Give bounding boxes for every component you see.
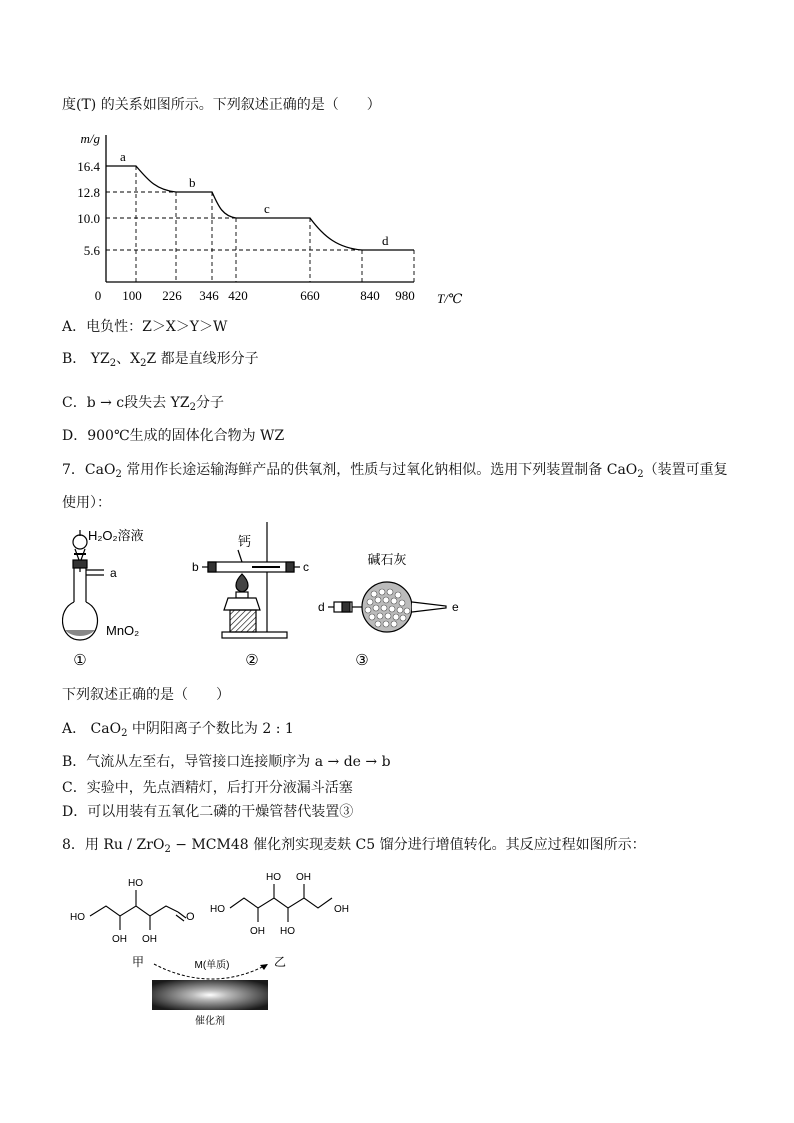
q7-question: 下列叙述正确的是（ ） (62, 687, 230, 703)
x-tick-label: 420 (228, 288, 248, 303)
q8-reaction-scheme (62, 868, 362, 1028)
oh-label: OH (142, 934, 157, 945)
apparatus-2-number: ② (245, 653, 259, 669)
subscript: 2 (164, 844, 171, 855)
apparatus-1-port: a (110, 566, 117, 580)
point-label-b: b (189, 175, 196, 190)
q6-mass-temperature-graph (62, 125, 482, 310)
q6-option-a[interactable]: A．电负性：Z＞X＞Y＞W (62, 319, 228, 335)
mass-curve (106, 166, 414, 250)
vertical-guides (136, 166, 414, 282)
point-label-a: a (120, 149, 126, 164)
apparatus-1-reagent: MnO₂ (106, 623, 140, 638)
q7-stem-line1 (62, 461, 728, 479)
q7-option-a-part: A． CaO (62, 721, 122, 737)
y-tick-label: 5.6 (83, 243, 100, 258)
q6-stem-tail: 度(T) 的关系如图所示。下列叙述正确的是（ ） (62, 97, 381, 113)
y-tick-label: 16.4 (77, 159, 100, 174)
x-tick-label: 660 (300, 288, 320, 303)
y-axis-label: m/g (80, 131, 100, 146)
apparatus-1-label: H₂O₂溶液 (88, 528, 144, 543)
q6-option-c-part: C．b → c段失去 YZ (62, 395, 190, 411)
apparatus-2-port-left: b (192, 560, 199, 574)
q7-apparatus-figure (62, 522, 482, 672)
q8-stem-part: − MCM48 催化剂实现麦麸 C5 馏分进行增值转化。其反应过程如图所示： (170, 837, 646, 853)
arrow-label: M(单质) (194, 960, 230, 971)
oh-label: HO (266, 872, 281, 883)
x-tick-label: 840 (360, 288, 380, 303)
q7-option-c[interactable]: C．实验中，先点酒精灯，后打开分液漏斗活塞 (62, 780, 353, 796)
y-tick-label: 10.0 (77, 211, 100, 226)
molecule-jia (90, 890, 186, 930)
q6-option-b-part: Z 都是直线形分子 (146, 351, 259, 367)
product-label: 乙 (274, 955, 287, 969)
apparatus-3-label: 碱石灰 (367, 552, 407, 567)
oh-label: OH (296, 872, 311, 883)
apparatus-3-port-left: d (318, 600, 325, 614)
apparatus-2-port-right: c (303, 560, 309, 574)
subscript: 2 (140, 358, 147, 369)
aldehyde-oxygen: O (186, 911, 195, 923)
q7-option-b[interactable]: B．气流从左至右，导管接口连接顺序为 a → de → b (62, 754, 391, 770)
apparatus-1-flask (63, 530, 104, 640)
q6-option-b-part: B． YZ (62, 351, 110, 367)
q6-option-d[interactable]: D．900℃生成的固体化合物为 WZ (62, 428, 285, 444)
oh-label: OH (250, 926, 265, 937)
apparatus-2-label: 钙 (238, 534, 252, 549)
q7-stem-part: （装置可重复 (643, 462, 728, 478)
q7-option-d[interactable]: D．可以用装有五氧化二磷的干燥管替代装置③ (62, 804, 354, 820)
subscript: 2 (109, 358, 117, 369)
subscript: 2 (189, 402, 196, 413)
q7-option-a[interactable] (62, 720, 294, 738)
x-tick-label: 346 (199, 288, 219, 303)
x-axis-label: T/℃ (437, 291, 463, 306)
y-tick-label: 12.8 (77, 185, 100, 200)
catalyst-surface (152, 980, 268, 1010)
x-tick-label: 980 (395, 288, 415, 303)
apparatus-3-number: ③ (355, 653, 369, 669)
origin-label: 0 (94, 288, 102, 303)
q7-stem-line2: 使用）： (62, 495, 111, 511)
subscript: 2 (637, 469, 644, 480)
reactant-label: 甲 (132, 955, 145, 969)
oh-label: HO (280, 926, 295, 937)
q8-stem-part: 8．用 Ru / ZrO (62, 837, 165, 853)
oh-label: HO (210, 904, 225, 915)
x-tick-label: 100 (122, 288, 142, 303)
q6-option-c[interactable] (62, 394, 224, 412)
point-label-c: c (264, 201, 270, 216)
q7-option-a-part: 中阴阳离子个数比为 2 : 1 (127, 721, 294, 737)
molecule-yi (230, 884, 332, 922)
horizontal-guides (106, 166, 362, 250)
apparatus-3-port-right: e (452, 600, 459, 614)
q7-stem-part: 常用作长途运输海鲜产品的供氧剂，性质与过氧化钠相似。选用下列装置制备 CaO (121, 462, 638, 478)
oh-label: OH (334, 904, 349, 915)
q8-stem (62, 836, 646, 854)
oh-label: OH (112, 934, 127, 945)
oh-label: HO (70, 912, 85, 923)
q6-option-b[interactable] (62, 350, 259, 368)
apparatus-1-number: ① (73, 653, 87, 669)
oh-label: HO (128, 878, 143, 889)
catalyst-label: 催化剂 (195, 1016, 225, 1027)
q7-stem-part: 7．CaO (62, 462, 116, 478)
point-label-d: d (382, 233, 389, 248)
subscript: 2 (121, 728, 128, 739)
q6-option-c-part: 分子 (195, 395, 224, 411)
subscript: 2 (115, 469, 122, 480)
x-tick-label: 226 (162, 288, 182, 303)
q6-option-b-part: 、X (116, 351, 141, 367)
